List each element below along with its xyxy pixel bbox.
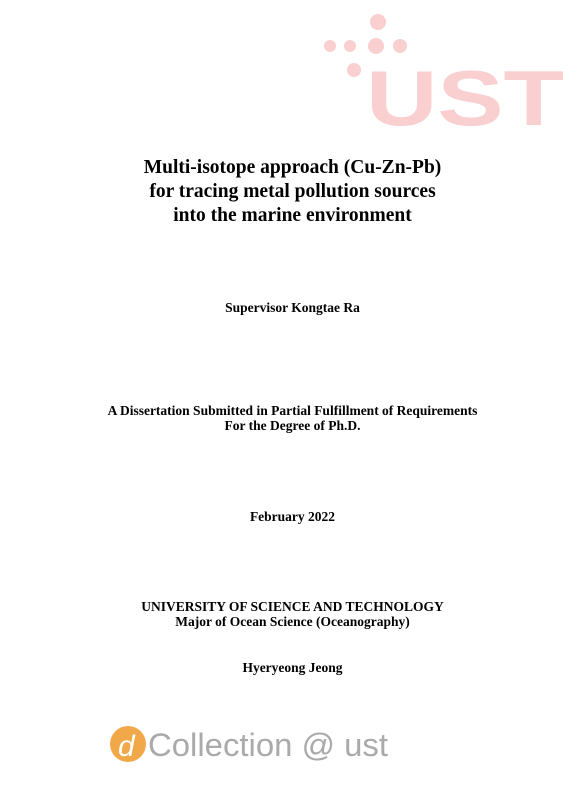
title-line: for tracing metal pollution sources [149, 181, 436, 202]
ust-logo-text: UST [366, 54, 564, 132]
ust-logo [318, 12, 568, 132]
supervisor-line: Supervisor Kongtae Ra [225, 300, 360, 315]
title-line: Multi-isotope approach (Cu-Zn-Pb) [143, 157, 442, 178]
degree-statement-line: For the Degree of Ph.D. [224, 418, 361, 433]
degree-statement-line: A Dissertation Submitted in Partial Fulfillment of Requirements [107, 403, 478, 418]
university-block [0, 599, 585, 629]
title-line: into the marine environment [173, 205, 412, 226]
major-name: Major of Ocean Science (Oceanography) [175, 614, 410, 629]
university-name: UNIVERSITY OF SCIENCE AND TECHNOLOGY [141, 599, 444, 614]
degree-statement [0, 403, 585, 433]
dcollection-logo [108, 714, 398, 770]
submission-date: February 2022 [249, 509, 336, 524]
dcollection-text: Collection @ ust [148, 727, 389, 763]
dissertation-title [0, 156, 585, 228]
dcollection-d-letter: d [118, 730, 135, 763]
author-name: Hyeryeong Jeong [242, 660, 343, 675]
